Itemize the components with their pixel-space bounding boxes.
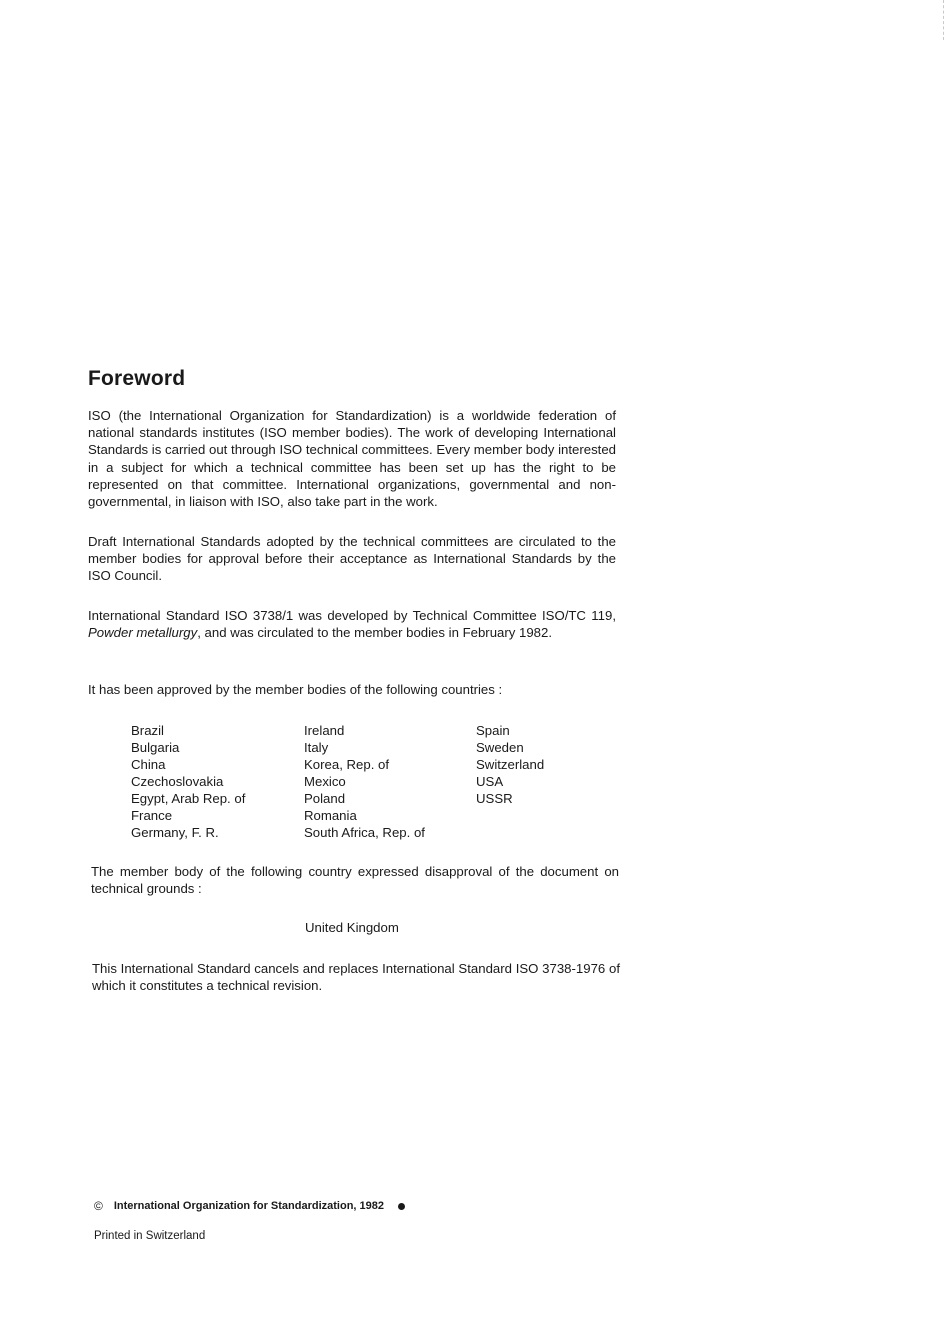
country-item: China bbox=[131, 757, 166, 772]
country-item: Italy bbox=[304, 740, 329, 755]
paragraph-disapproval: The member body of the following country expressed disapproval of the document on technical grounds : bbox=[91, 864, 619, 897]
paragraph-development-text: International Standard ISO 3738/1 was developed by Technical Committee ISO/TC 119, bbox=[88, 608, 616, 623]
committee-subject: Powder metallurgy bbox=[88, 625, 198, 641]
country-column-2 bbox=[304, 722, 425, 841]
paragraph-development bbox=[88, 607, 616, 641]
country-item: Ireland bbox=[304, 723, 345, 738]
country-item: USSR bbox=[476, 791, 513, 806]
copyright-icon: © bbox=[94, 1199, 103, 1213]
page-title: Foreword bbox=[88, 367, 186, 390]
country-item: Czechoslovakia bbox=[131, 774, 224, 789]
country-item: Egypt, Arab Rep. of bbox=[131, 791, 246, 806]
paragraph-development-text-end: , and was circulated to the member bodies in February 1982. bbox=[197, 625, 553, 641]
copyright-text: International Organization for Standardization, 1982 bbox=[113, 1200, 384, 1212]
country-item: Brazil bbox=[131, 723, 164, 738]
country-item: France bbox=[131, 808, 173, 823]
country-item: Spain bbox=[476, 723, 510, 738]
country-item: Bulgaria bbox=[131, 740, 180, 755]
country-column-1 bbox=[131, 722, 245, 841]
country-item: Sweden bbox=[476, 740, 524, 755]
country-item: Romania bbox=[304, 808, 357, 823]
disapproving-country: United Kingdom bbox=[305, 920, 399, 935]
country-item: USA bbox=[476, 774, 504, 789]
country-item: South Africa, Rep. of bbox=[304, 825, 425, 840]
country-column-3 bbox=[476, 722, 544, 807]
paragraph-iso-intro: ISO (the International Organization for Standardization) is a worldwide federation of national standards institutes (ISO member bodies). The work of developing International Standards is carried out through ISO technical committees. Every member body interested in a subject for which a technical committee has been set up has the right to be represented on that committee. International organizations, governmental and non-governmental, in liaison with ISO, also take part in the work. bbox=[88, 408, 616, 510]
country-item: Mexico bbox=[304, 774, 346, 789]
printed-in: Printed in Switzerland bbox=[94, 1230, 206, 1242]
copyright-line bbox=[94, 1199, 405, 1213]
country-item: Germany, F. R. bbox=[131, 825, 219, 840]
bullet-icon bbox=[398, 1203, 405, 1210]
paragraph-approval: It has been approved by the member bodies of the following countries : bbox=[88, 682, 503, 697]
country-item: Poland bbox=[304, 791, 346, 806]
margin-mark bbox=[943, 0, 945, 40]
paragraph-draft-standards: Draft International Standards adopted by the technical committees are circulated to the member bodies for approval before their acceptance as International Standards by the ISO Council. bbox=[88, 534, 616, 584]
paragraph-revision: This International Standard cancels and replaces International Standard ISO 3738-1976 of which it constitutes a technical revision. bbox=[92, 961, 620, 994]
country-item: Korea, Rep. of bbox=[304, 757, 390, 772]
country-item: Switzerland bbox=[476, 757, 545, 772]
